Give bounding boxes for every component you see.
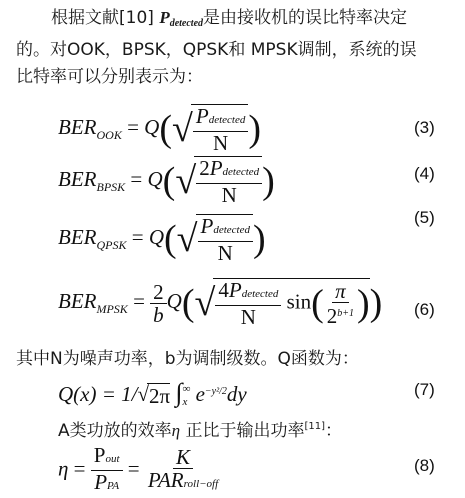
intro-line-3: 比特率可以分别表示为：	[16, 67, 203, 87]
intro-line-2: 的。对OOK，BPSK，QPSK和 MPSK调制，系统的误	[16, 40, 417, 60]
sqrt-2pi: 2π	[149, 384, 171, 409]
q-of-x: Q(x) = 1/	[58, 382, 138, 406]
equation-number-5: (5)	[414, 208, 435, 227]
equation-8: η = $\frac{\text{Pout}}{\text{PPA}}$ = $\frac{K}{\text{PARroll−off}}$ (8)	[0, 444, 465, 496]
dy: dy	[226, 382, 247, 406]
pout-over-ppa: $\frac{\text{Pout}}{\text{PPA}}$	[91, 444, 123, 497]
intro-line-1	[16, 4, 456, 37]
eta-symbol: η	[171, 421, 181, 440]
q-function: Q	[144, 114, 160, 139]
two-over-b: $\frac{2}{b}$	[150, 281, 167, 326]
equation-3: $BER_{OOK} = Q(√$ $\frac{\text{Pdetected}}{N}$ ) (3)	[58, 104, 435, 155]
equation-number-3: (3)	[414, 118, 435, 137]
noise-paragraph: 其中N为噪声功率，b为调制级数。Q函数为：	[16, 349, 359, 369]
equation-4: $BER_{BPSK} = Q(√$ $\frac{\text{2Pdetected}}{N}$ ) (4)	[58, 156, 435, 207]
efficiency-paragraph: A类功放的效率η 正比于输出功率[11]：	[58, 421, 343, 441]
p-detected-symbol: $P_{detected}$	[159, 8, 204, 29]
exp-e: e	[195, 382, 205, 406]
ber-symbol: BER	[58, 288, 97, 313]
equation-number-6: (6)	[414, 300, 435, 319]
eta-symbol: η	[58, 456, 69, 481]
pi-fraction: $\frac{\pi}{2^{b+1}}$	[326, 279, 355, 328]
snr-fraction: $\frac{\text{Pdetected}}{N}$	[198, 215, 253, 264]
ook-subscript: OOK	[96, 127, 122, 142]
ref-11: [11]	[304, 421, 326, 432]
ber-symbol: BER	[58, 166, 97, 191]
intro-text-ref: 根据文献[10]	[51, 8, 154, 28]
intro-paragraph	[16, 4, 456, 91]
q-function: Q	[147, 166, 163, 191]
snr-fraction: $\frac{\text{Pdetected}}{N}$	[193, 105, 248, 154]
qpsk-subscript: QPSK	[96, 237, 127, 252]
exp-exponent: −y²/2	[204, 386, 227, 397]
k-over-par: $\frac{K}{\text{PARroll−off}}$	[147, 445, 219, 492]
bpsk-subscript: BPSK	[96, 179, 126, 194]
ber-symbol: BER	[58, 224, 97, 249]
equation-number-7: (7)	[414, 380, 435, 399]
equation-number-8: (8)	[414, 456, 435, 475]
ber-symbol: BER	[58, 114, 97, 139]
equation-7: Q(x) = 1/√2π ∫ ∞ x $e^{-y^2/2}dy$ (7)	[58, 378, 435, 409]
q-function: Q	[148, 224, 164, 249]
equation-5: $BER_{QPSK} = Q(√$ $\frac{\text{Pdetected}}{N}$ ) (5)	[58, 208, 435, 265]
integral-sign: ∫	[175, 378, 183, 407]
equation-number-4: (4)	[414, 164, 435, 183]
snr-fraction: $\frac{\text{2Pdetected}}{N}$	[196, 157, 262, 206]
q-function: Q	[166, 288, 182, 313]
sin-function: sin	[286, 289, 312, 314]
equation-6: $BER_{MPSK}$ = $\frac{2}{b}$ Q(√ $\frac{\text{4Pdetected}}{N}$ sin( $\frac{\pi}{2^{b+1}}$ )) (6)	[58, 278, 435, 329]
mpsk-subscript: MPSK	[96, 301, 128, 316]
intro-text-rest: 是由接收机的误比特率决定	[203, 8, 408, 28]
snr-fraction: $\frac{\text{4Pdetected}}{N}$	[215, 279, 281, 328]
